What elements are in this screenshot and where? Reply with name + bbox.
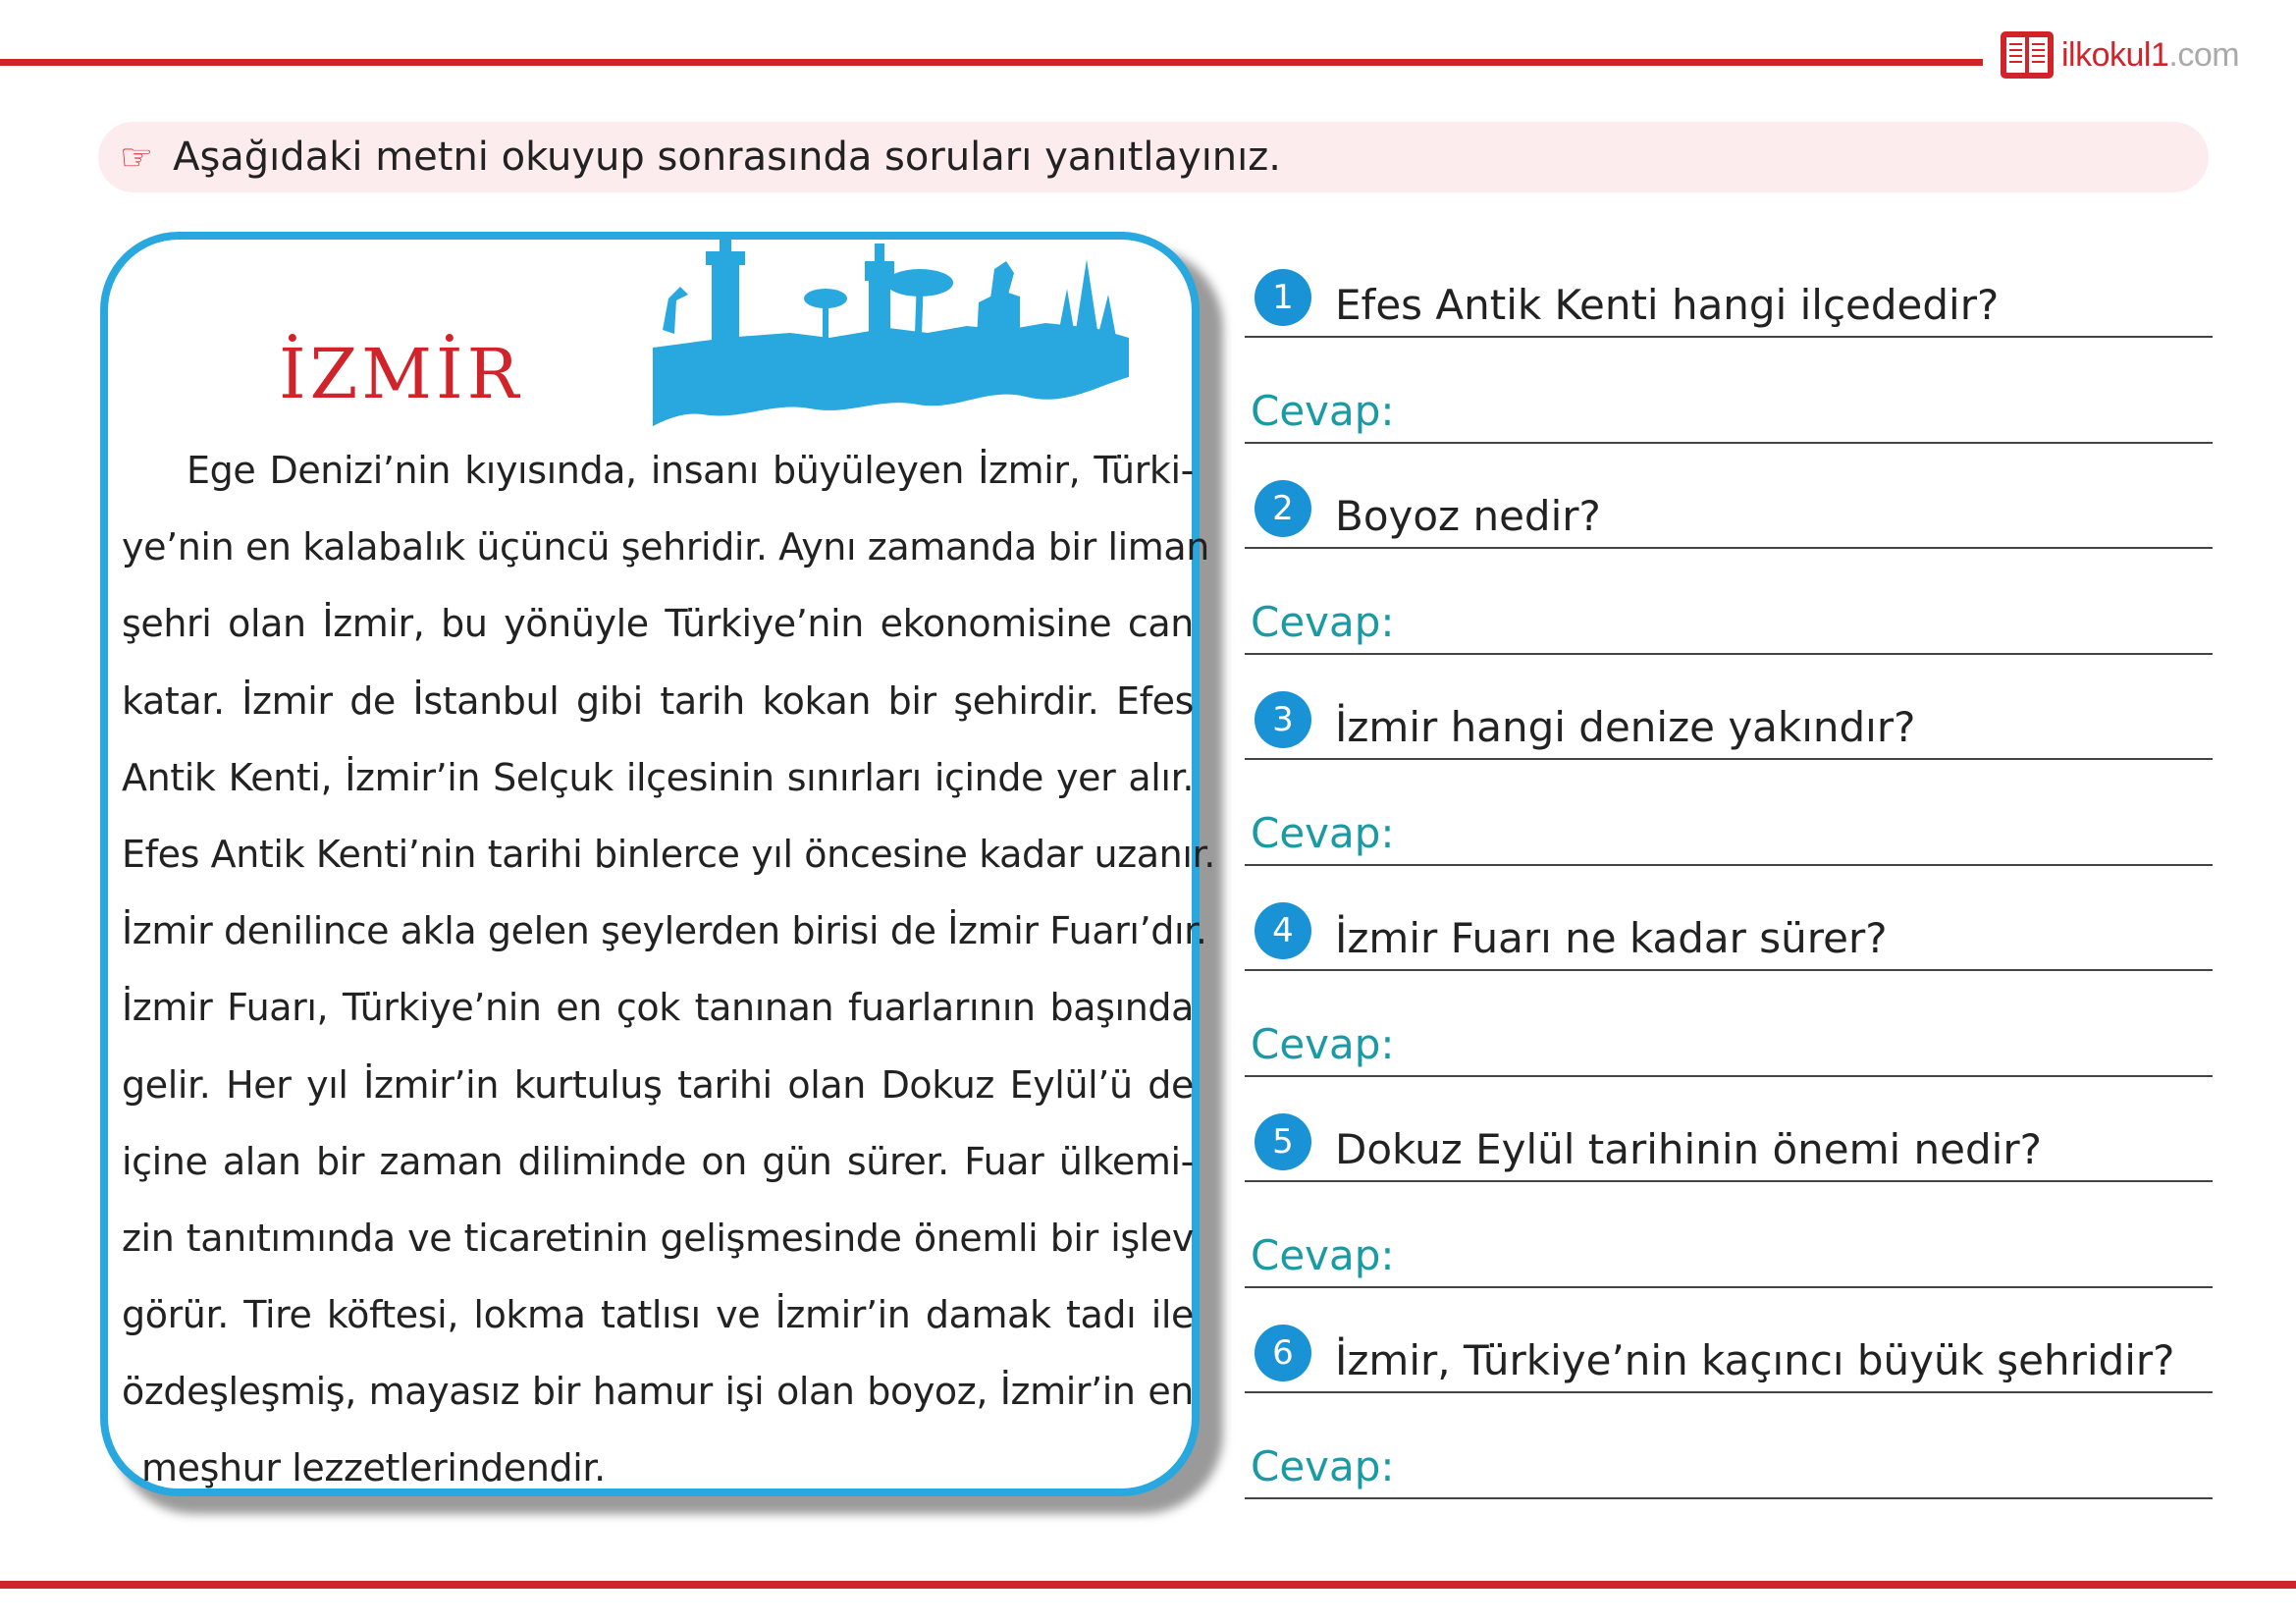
passage-text [122, 432, 1215, 1507]
question-number-badge: 6 [1255, 1325, 1311, 1381]
question-rule [1245, 336, 2213, 338]
question-number-badge: 2 [1255, 480, 1311, 537]
question-number-badge: 5 [1255, 1113, 1311, 1170]
passage-line: İzmir Fuarı, Türkiye’nin en çok tanınan fuarlarının başında [122, 986, 1194, 1030]
question-number-badge: 4 [1255, 902, 1311, 959]
question-text: İzmir, Türkiye’nin kaçıncı büyük şehridir? [1335, 1336, 2175, 1384]
answer-line[interactable] [1245, 442, 2213, 444]
answer-line[interactable] [1245, 1286, 2213, 1288]
answer-label: Cevap: [1251, 1020, 1395, 1068]
question-rule [1245, 1391, 2213, 1393]
question-text: Dokuz Eylül tarihinin önemi nedir? [1335, 1125, 2042, 1173]
question-text: Boyoz nedir? [1335, 492, 1601, 540]
passage-title: İZMİR [279, 334, 523, 414]
passage-line: Efes Antik Kenti’nin tarihi binlerce yıl öncesine kadar uzanır. [122, 832, 1215, 876]
question-text: İzmir Fuarı ne kadar sürer? [1335, 914, 1888, 962]
passage-line: Antik Kenti, İzmir’in Selçuk ilçesinin sınırları içinde yer alır. [122, 755, 1194, 799]
passage-line: özdeşleşmiş, mayasız bir hamur işi olan boyoz, İzmir’in en [122, 1370, 1194, 1414]
reading-passage-card [100, 232, 1215, 1496]
answer-line[interactable] [1245, 653, 2213, 655]
answer-label: Cevap: [1251, 809, 1395, 857]
passage-line: zin tanıtımında ve ticaretinin gelişmesinde önemli bir işlev [122, 1216, 1194, 1260]
passage-line: katar. İzmir de İstanbul gibi tarih kokan bir şehirdir. Efes [122, 678, 1194, 723]
passage-line: meşhur lezzetlerindendir. [141, 1446, 606, 1490]
bottom-red-rule [0, 1581, 2296, 1589]
brand-logo [1999, 27, 2239, 82]
pointing-hand-icon: ☞ [120, 135, 154, 179]
brand-name [2061, 36, 2239, 75]
passage-line: Ege Denizi’nin kıyısında, insanı büyüleyen İzmir, Türki- [187, 449, 1194, 492]
question-text: Efes Antik Kenti hangi ilçededir? [1335, 281, 2000, 329]
instruction-banner [98, 122, 2209, 192]
instruction-text: Aşağıdaki metni okuyup sonrasında soruları yanıtlayınız. [173, 135, 1281, 180]
open-book-icon [1999, 27, 2056, 82]
question-number-badge: 1 [1255, 269, 1311, 326]
passage-line: ye’nin en kalabalık üçüncü şehridir. Aynı zamanda bir liman [122, 525, 1209, 569]
answer-label: Cevap: [1251, 1231, 1395, 1279]
question-rule [1245, 969, 2213, 971]
answer-line[interactable] [1245, 1075, 2213, 1077]
top-red-rule [0, 59, 1983, 66]
answer-label: Cevap: [1251, 598, 1395, 646]
brand-name-part2: .com [2168, 35, 2240, 74]
answer-line[interactable] [1245, 864, 2213, 866]
answer-label: Cevap: [1251, 1442, 1395, 1490]
passage-line: görür. Tire köftesi, lokma tatlısı ve İzmir’in damak tadı ile [122, 1293, 1194, 1337]
brand-name-part1: ilkokul1 [2061, 35, 2169, 74]
answer-label: Cevap: [1251, 387, 1395, 435]
answer-line[interactable] [1245, 1497, 2213, 1499]
izmir-skyline-icon [633, 240, 1134, 436]
question-rule [1245, 1180, 2213, 1182]
passage-line: içine alan bir zaman diliminde on gün sürer. Fuar ülkemi- [122, 1139, 1194, 1183]
question-text: İzmir hangi denize yakındır? [1335, 703, 1916, 751]
question-rule [1245, 547, 2213, 549]
question-rule [1245, 758, 2213, 760]
passage-line: İzmir denilince akla gelen şeylerden birisi de İzmir Fuarı’dır. [122, 909, 1207, 953]
question-number-badge: 3 [1255, 691, 1311, 748]
passage-line: şehri olan İzmir, bu yönüyle Türkiye’nin ekonomisine can [122, 602, 1194, 646]
passage-line: gelir. Her yıl İzmir’in kurtuluş tarihi olan Dokuz Eylül’ü de [122, 1062, 1194, 1107]
